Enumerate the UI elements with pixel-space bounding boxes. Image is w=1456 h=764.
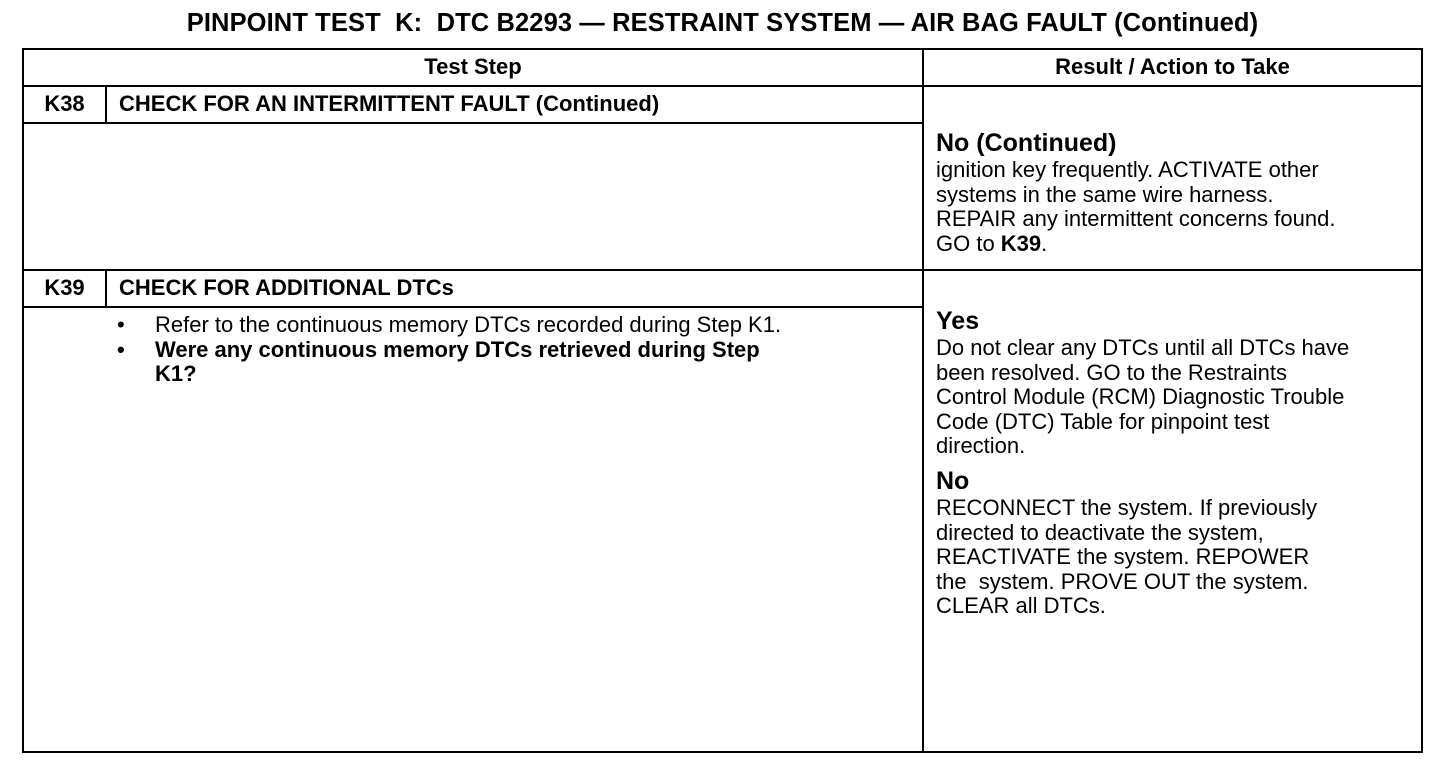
- step-reference-k39: K39: [1000, 230, 1042, 256]
- column-divider: [922, 50, 924, 751]
- header-rule: [24, 85, 1421, 87]
- result-head: Yes: [936, 307, 980, 335]
- step-k39-instructions: [117, 313, 907, 387]
- result-body: Do not clear any DTCs until all DTCs have been resolved. GO to the Restraints Control Module (RCM) Diagnostic Trouble Code (DTC) Table for pinpoint test direction.: [936, 335, 1350, 458]
- result-no: [936, 466, 1426, 619]
- header-result: Result / Action to Take: [1055, 54, 1290, 79]
- result-head: No: [936, 467, 970, 495]
- k38-number-divider: [105, 87, 107, 124]
- header-test-step: Test Step: [424, 54, 522, 79]
- result-head: No (Continued): [936, 129, 1117, 157]
- pinpoint-test-table: [22, 48, 1423, 753]
- result-no-continued: [936, 128, 1426, 256]
- step-number-k38: K38: [44, 91, 85, 116]
- k39-title-rule: [24, 306, 922, 308]
- list-item: • Were any continuous memory DTCs retrieved during Step K1?: [117, 336, 760, 386]
- result-body: ignition key frequently. ACTIVATE other systems in the same wire harness. REPAIR any intermittent concerns found. GO to K39.: [936, 157, 1336, 256]
- list-item: • Refer to the continuous memory DTCs recorded during Step K1.: [117, 312, 782, 337]
- step-title-k38: CHECK FOR AN INTERMITTENT FAULT (Continued): [119, 91, 660, 116]
- result-yes: [936, 306, 1426, 459]
- row-divider: [24, 269, 1421, 271]
- step-title-k39: CHECK FOR ADDITIONAL DTCs: [119, 275, 454, 300]
- k38-title-rule: [24, 122, 922, 124]
- k39-number-divider: [105, 271, 107, 307]
- result-body: RECONNECT the system. If previously directed to deactivate the system, REACTIVATE the system. REPOWER the system. PROVE OUT the system. CLEAR all DTCs.: [936, 495, 1318, 618]
- step-number-k39: K39: [44, 275, 85, 300]
- page-title: PINPOINT TEST K: DTC B2293 — RESTRAINT SYSTEM — AIR BAG FAULT (Continued): [186, 9, 1259, 37]
